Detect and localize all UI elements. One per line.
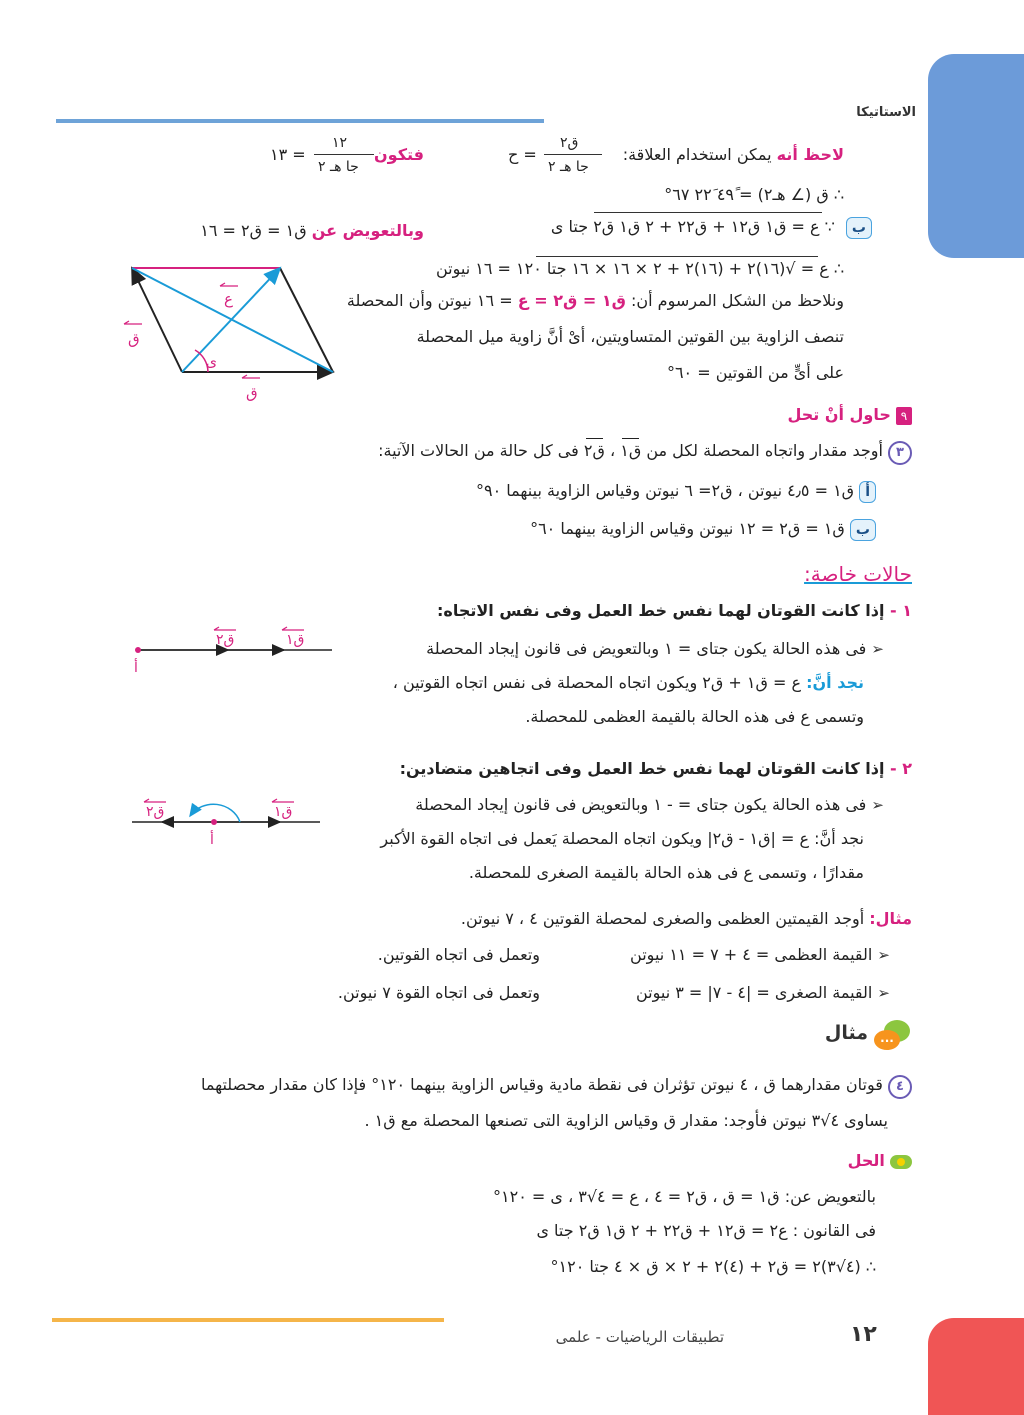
then-label: فتكون: [374, 145, 424, 164]
try-b-badge: ب: [850, 519, 876, 541]
header-rule: [56, 119, 544, 123]
fig2-vec-arrow-q2: [214, 627, 236, 630]
angle-line: ∴ ق (∠ هـ٢) = ٤٩ً ٢٢َ ٦٧°: [664, 185, 844, 204]
observe-row: [347, 290, 844, 312]
b-line-row: [551, 216, 872, 239]
calc-line: ∴ ع = √(١٦)٢ + (١٦)٢ + ٢ × ١٦ × ١٦ جتا ١٢٠ = ١٦ نيوتن: [436, 259, 844, 278]
try-q-number: ٣: [888, 441, 912, 465]
case1-line3: وتسمى ع فى هذه الحالة بالقيمة العظمى للمحصلة.: [525, 707, 864, 726]
relation-num: ق٢: [560, 135, 579, 151]
case2-caret-icon: ➢: [871, 796, 884, 814]
try-a-badge: أ: [859, 481, 876, 503]
parallelogram-figure: [120, 258, 350, 408]
try-a-text: ق١ = ٤٫٥ نيوتن ، ق٢= ٦ نيوتن وقياس الزاوية بينهما ٩٠°: [476, 481, 855, 500]
fig2-point: [135, 647, 141, 653]
example-q-number: ٤: [888, 1075, 912, 1099]
case1-text1: فى هذه الحالة يكون جتاى = ١ وبالتعويض فى قانون إيجاد المحصلة: [426, 639, 867, 658]
subst-label: وبالتعويض عن: [311, 221, 424, 240]
fig2-q2-label: ق٢: [216, 632, 235, 648]
relation-bar: [544, 154, 602, 155]
example-q-text1: قوتان مقدارهما ق ، ٤ نيوتن تؤثران فى نقطة مادية وقياس الزاوية بينهما ١٢٠° فإذا كان مقدار محصلتهما: [200, 1075, 883, 1094]
section-tab-top: [928, 54, 1024, 258]
fig1-vec-arrow-q-bottom: [242, 375, 260, 378]
subst-row: [200, 220, 424, 242]
try-q-v1: ق١: [620, 441, 642, 460]
case2-line3: مقدارًا ، وتسمى ع فى هذه الحالة بالقيمة الصغرى للمحصلة.: [468, 863, 864, 882]
fig2-q1-label: ق١: [286, 632, 305, 648]
solution-icon: [890, 1155, 912, 1169]
then-bar: [314, 154, 374, 155]
bisect-line: تنصف الزاوية بين القوتين المتساويتين، أىْ أنَّ زاوية ميل المحصلة: [416, 327, 844, 346]
mini-min-caret-icon: ➢: [877, 984, 890, 1002]
book-title: تطبيقات الرياضيات - علمى: [555, 1328, 724, 1346]
case2-line2: نجد أنَّ: ع = |ق١ - ق٢| ويكون اتجاه المحصلة يَعمل فى اتجاه القوة الأكبر: [380, 829, 864, 848]
try-q-v2: ق٢: [583, 441, 605, 460]
try-q-text: أوجد مقدار واتجاه المحصلة لكل من: [646, 441, 883, 460]
case1-line1: [426, 638, 884, 660]
case1-label: نجد أنَّ:: [806, 673, 864, 692]
mini-example-row: [461, 908, 912, 930]
mini-max-text: القيمة العظمى = ٤ + ٧ = ١١ نيوتن: [630, 945, 873, 964]
section-tab-bottom: [928, 1318, 1024, 1415]
solution-header: [848, 1150, 912, 1172]
then-eq: = ١٣: [270, 145, 306, 164]
fig1-vec-arrow-q-left: [124, 321, 142, 324]
case1-line2: [393, 672, 864, 694]
solution-line1: بالتعويض عن: ق١ = ق ، ق٢ = ٤ ، ع = ٤√٣ ، ى = ١٢٠°: [493, 1187, 876, 1206]
fig3-point-label: أ: [210, 832, 214, 848]
then-den: جا هـ ٢: [318, 159, 359, 175]
fig1-vec-arrow-r: [220, 283, 238, 286]
case2-title: إذا كانت القوتان لهما نفس خط العمل وفى اتجاهين متضادين:: [399, 759, 885, 778]
case2-line1: [415, 794, 884, 816]
case1-text2: ع = ق١ + ق٢ ويكون اتجاه المحصلة فى نفس اتجاه القوتين ،: [392, 673, 802, 692]
mini-example-text: أوجد القيمتين العظمى والصغرى لمحصلة القوتين ٤ ، ٧ نيوتن.: [460, 909, 865, 928]
example-title: مثال: [824, 1022, 868, 1044]
case1-caret-icon: ➢: [871, 640, 884, 658]
special-title: حالات خاصة:: [804, 562, 912, 586]
fig1-label-q-bottom: ق: [246, 384, 258, 402]
try-b-text: ق١ = ق٢ = ١٢ نيوتن وقياس الزاوية بينهما ٦٠°: [530, 519, 845, 538]
fig1-label-angle: ى: [206, 354, 217, 370]
relation-eq: = ح: [508, 145, 537, 164]
fig1-label-q-left: ق: [128, 330, 140, 348]
opposite-direction-figure: [128, 790, 328, 850]
parallelogram-right-edge: [280, 268, 333, 372]
try-question: ٣ أوجد مقدار واتجاه المحصلة لكل من ق١ ، ق٢ فى كل حالة من الحالات الآتية:: [378, 440, 912, 465]
angle-result: على أىٍّ من القوتين = ٦٠°: [666, 363, 844, 382]
fig1-label-r: ع: [224, 290, 233, 308]
example-q-line2: يساوى ٤√٣ نيوتن فأوجد: مقدار ق وقياس الزاوية التى تصنعها المحصلة مع ق١ .: [364, 1111, 888, 1130]
try-header: [787, 404, 912, 426]
sqrt-bar-b: [594, 212, 822, 213]
mini-max-dir: وتعمل فى اتجاه القوتين.: [377, 945, 540, 964]
part-b-badge: ب: [846, 217, 872, 239]
note-line: [623, 144, 844, 166]
example-chat-icon: ...: [874, 1020, 912, 1054]
case2-text1: فى هذه الحالة يكون جتاى = - ١ وبالتعويض فى قانون إيجاد المحصلة: [415, 795, 867, 814]
then-fraction: [270, 132, 378, 182]
case1-title-row: [437, 600, 912, 622]
second-diagonal: [132, 268, 333, 372]
case1-number: ١ -: [890, 601, 912, 620]
example-q-line1: [201, 1074, 912, 1099]
try-part-a: [476, 480, 876, 503]
observe-tail: = ١٦ نيوتن وأن المحصلة: [346, 291, 513, 310]
solution-line3: ∴ (٤√٣)٢ = ق٢ + (٤)٢ + ٢ × ق × ٤ جتا ١٢٠°: [550, 1257, 876, 1276]
fig3-point: [211, 819, 217, 825]
same-direction-figure: [120, 622, 340, 682]
fig3-q2-label: ق٢: [146, 804, 165, 820]
fig3-q1-label: ق١: [274, 804, 293, 820]
solution-title: الحل: [847, 1151, 885, 1170]
fig2-point-label: أ: [134, 660, 138, 676]
mini-example-label: مثال:: [869, 909, 912, 928]
relation-den: جا هـ ٢: [548, 159, 589, 175]
try-icon: ٩: [896, 407, 912, 425]
fig3-vec-arrow-q1: [272, 799, 294, 802]
note-label: لاحظ أنه: [776, 145, 844, 164]
case1-title: إذا كانت القوتان لهما نفس خط العمل وفى نفس الاتجاه:: [436, 601, 885, 620]
fig2-vec-arrow-q1: [282, 627, 304, 630]
mini-max-caret-icon: ➢: [877, 946, 890, 964]
observe-eq: ق١ = ق٢ = ع: [517, 291, 626, 310]
mini-max-line: [630, 944, 890, 966]
then-num: ١٢: [332, 135, 348, 151]
case2-number: ٢ -: [890, 759, 912, 778]
mini-min-dir: وتعمل فى اتجاه القوة ٧ نيوتن.: [337, 983, 540, 1002]
try-part-b: [530, 518, 876, 541]
fig3-vec-arrow-q2: [144, 799, 166, 802]
try-title: حاول أنْ تحل: [787, 405, 891, 424]
subst-text: ق١ = ق٢ = ١٦: [200, 221, 307, 240]
observe-line: ونلاحظ من الشكل المرسوم أن:: [630, 291, 844, 310]
parallelogram-left-edge: [132, 268, 182, 372]
case2-title-row: [400, 758, 912, 780]
mini-min-line: [636, 982, 890, 1004]
note-text: يمكن استخدام العلاقة:: [622, 145, 772, 164]
relation-fraction: [508, 132, 608, 182]
b-line: ∵ ع = ق١ ق١٢ + ق٢٢ + ٢ ق١ ق٢ جتا ى: [550, 217, 835, 236]
page-number: ١٢: [850, 1322, 877, 1347]
solution-line2: فى القانون : ع٢ = ق١٢ + ق٢٢ + ٢ ق١ ق٢ جتا ى: [536, 1221, 876, 1240]
section-title: الاستاتيكا: [856, 105, 916, 120]
footer-rule: [52, 1318, 444, 1322]
sqrt-bar-calc: [536, 256, 818, 257]
mini-min-text: القيمة الصغرى = |٤ - ٧| = ٣ نيوتن: [635, 983, 873, 1002]
try-q-tail: فى كل حالة من الحالات الآتية:: [378, 441, 579, 460]
